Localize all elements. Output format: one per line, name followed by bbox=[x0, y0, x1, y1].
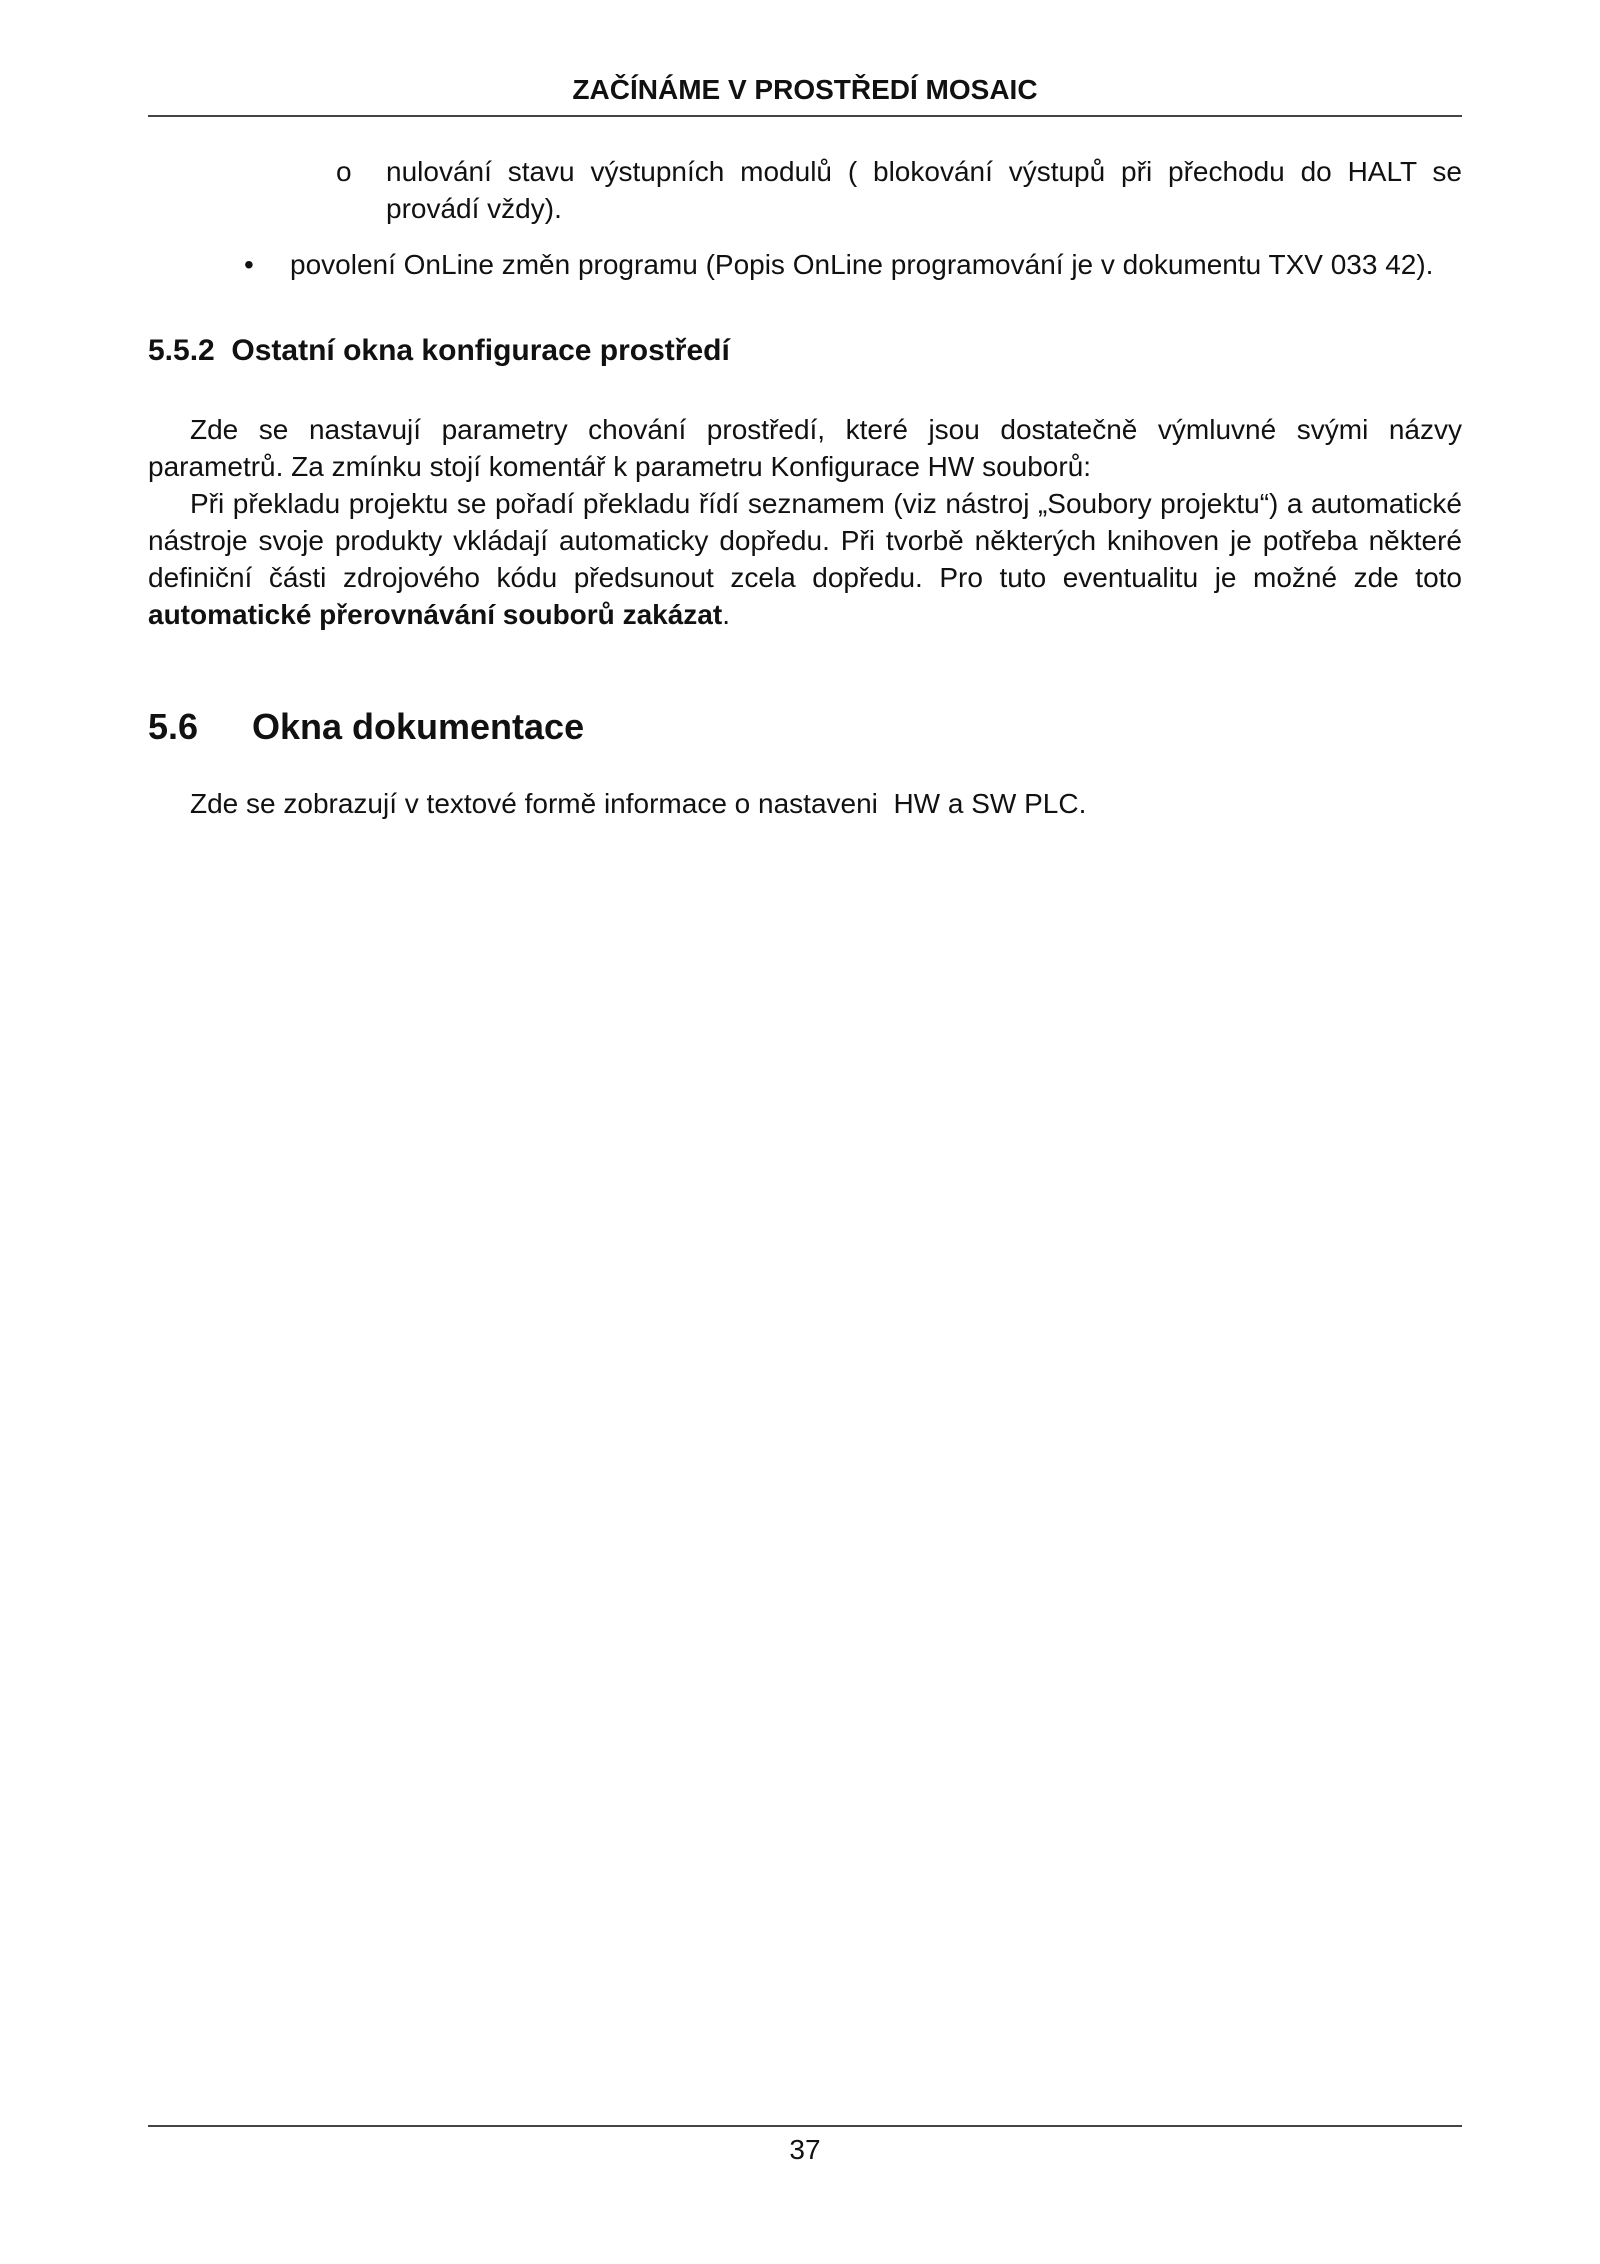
sub-bullet-text: nulování stavu výstupních modulů ( blokování výstupů při přechodu do HALT se provádí vždy). bbox=[386, 156, 1462, 224]
paragraph-1-text: Zde se nastavují parametry chování prostředí, které jsou dostatečně výmluvné svými názvy parametrů. Za zmínku stojí komentář k parametru Konfigurace HW souborů: bbox=[148, 414, 1462, 482]
paragraph-3-text: Zde se zobrazují v textové formě informace o nastaveni HW a SW PLC. bbox=[190, 788, 1087, 819]
paragraph-2 bbox=[148, 485, 1462, 633]
header-rule bbox=[148, 115, 1462, 117]
paragraph-2-text: Při překladu projektu se pořadí překladu řídí seznamem (viz nástroj „Soubory projektu“) a automatické nástroje svoje produkty vkládají automaticky dopředu. Při tvorbě některých knihoven je potřeba některé definiční části zdrojového kódu předsunout zcela dopředu. Pro tuto eventualitu je možné zde toto bbox=[148, 488, 1462, 593]
bullet-marker: • bbox=[244, 249, 254, 280]
paragraph-3 bbox=[148, 785, 1462, 822]
section-number: 5.6 bbox=[148, 706, 199, 747]
section-heading-5-5-2: 5.5.2 Ostatní okna konfigurace prostředí bbox=[148, 334, 730, 367]
paragraph-2-bold: automatické přerovnávání souborů zakázat bbox=[148, 599, 723, 630]
paragraph-1 bbox=[148, 411, 1462, 485]
page-number: 37 bbox=[789, 2134, 821, 2165]
sub-bullet-marker: o bbox=[336, 156, 352, 187]
section-title: Okna dokumentace bbox=[252, 706, 585, 747]
paragraph-2-end: . bbox=[722, 599, 730, 630]
section-heading-5-6 bbox=[148, 706, 584, 748]
bullet-text: povolení OnLine změn programu (Popis OnLine programování je v dokumentu TXV 033 42). bbox=[290, 249, 1434, 280]
footer-rule bbox=[148, 2125, 1462, 2127]
running-header: ZAČÍNÁME V PROSTŘEDÍ MOSAIC bbox=[572, 74, 1038, 105]
